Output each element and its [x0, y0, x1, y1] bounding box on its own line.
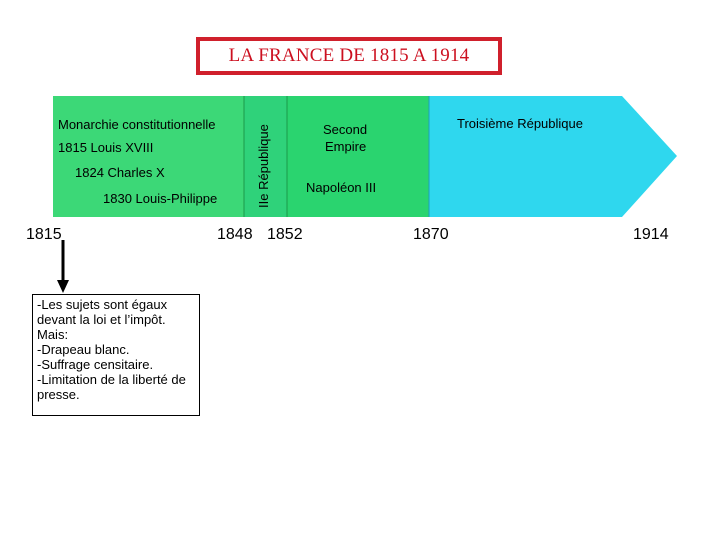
year-1870: 1870 — [413, 226, 449, 243]
year-1914: 1914 — [633, 226, 669, 243]
segment-second-empire — [287, 96, 429, 217]
reign-louis-philippe: 1830 Louis-Philippe — [103, 191, 218, 206]
napoleon-iii-label: Napoléon III — [306, 180, 377, 195]
second-empire-label-line1: Second — [323, 122, 368, 137]
troisieme-republique-label: Troisième République — [457, 116, 583, 131]
notes-box: -Les sujets sont égaux devant la loi et l’impôt. Mais: -Drapeau blanc. -Suffrage censitaire. -Limitation de la liberté de presse. — [32, 294, 200, 416]
reign-louis-xviii: 1815 Louis XVIII — [58, 140, 154, 155]
second-empire-label-line2: Empire — [325, 139, 367, 154]
year-1815: 1815 — [26, 226, 62, 243]
segment-troisieme-republique — [429, 96, 677, 217]
year-1848: 1848 — [217, 226, 253, 243]
pointer-arrowhead-1815 — [57, 280, 69, 293]
monarchie-label: Monarchie constitutionnelle — [58, 117, 216, 132]
deuxieme-republique-label: IIe République — [256, 124, 271, 208]
reign-charles-x: 1824 Charles X — [75, 165, 165, 180]
page-title: LA FRANCE DE 1815 A 1914 — [196, 37, 502, 75]
year-1852: 1852 — [267, 226, 303, 243]
